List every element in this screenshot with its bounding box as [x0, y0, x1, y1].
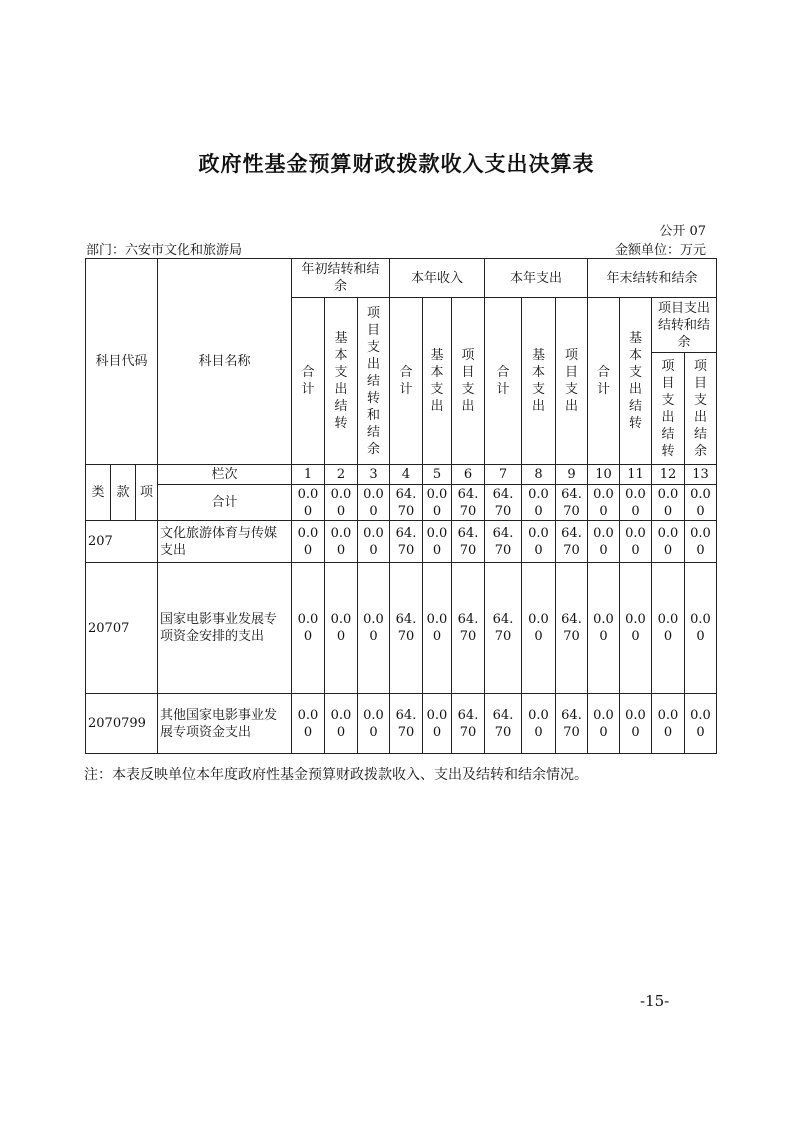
value-text: 64.70 — [457, 486, 479, 519]
value-text: 64.70 — [561, 707, 582, 740]
value-cell — [685, 485, 717, 521]
row-name — [158, 563, 292, 694]
value-cell — [390, 521, 423, 563]
value-cell — [556, 485, 588, 521]
value-cell — [390, 485, 423, 521]
header-end-project-group — [652, 298, 717, 353]
value-text: 64.70 — [395, 486, 417, 519]
value-cell — [522, 694, 556, 754]
header-expense-basic — [522, 298, 556, 465]
header-begin-basic-text: 基本支出结转 — [334, 331, 348, 431]
header-begin-basic — [325, 298, 358, 465]
fund-budget-table — [85, 258, 717, 754]
row-name: 合计 — [158, 485, 292, 521]
value-text: 0.00 — [528, 707, 549, 740]
header-end-total — [588, 298, 620, 465]
value-text: 0.00 — [690, 612, 711, 644]
value-text: 0.00 — [330, 525, 352, 558]
table-note: 注：本表反映单位本年度政府性基金预算财政拨款收入、支出及结转和结余情况。 — [84, 767, 588, 783]
value-cell — [292, 485, 325, 521]
header-code: 科目代码 — [86, 259, 158, 465]
value-cell — [522, 563, 556, 694]
value-cell — [485, 521, 522, 563]
value-text: 0.00 — [363, 707, 384, 740]
header-income-total — [390, 298, 423, 465]
value-cell — [358, 563, 390, 694]
value-cell — [423, 694, 452, 754]
value-text: 64.70 — [395, 707, 417, 740]
value-text: 0.00 — [330, 486, 352, 519]
value-text: 0.00 — [297, 486, 319, 519]
value-text: 0.00 — [297, 707, 319, 740]
value-text: 64.70 — [457, 525, 479, 558]
value-text: 0.00 — [593, 486, 614, 519]
value-text: 64.70 — [457, 612, 479, 644]
header-expense-project-text: 项目支出 — [564, 348, 578, 414]
header-lanci: 栏次 — [158, 465, 292, 485]
value-cell — [620, 485, 652, 521]
header-begin-total-text: 合计 — [301, 365, 315, 397]
value-cell — [292, 521, 325, 563]
value-cell — [522, 485, 556, 521]
value-cell — [358, 694, 390, 754]
page-title: 政府性基金预算财政拨款收入支出决算表 — [198, 152, 595, 176]
header-end-basic — [620, 298, 652, 465]
value-text: 0.00 — [528, 486, 549, 519]
value-text: 0.00 — [297, 612, 319, 644]
header-income-project-text: 项目支出 — [461, 348, 475, 414]
row-name-text: 国家电影事业发展专项资金安排的支出 — [160, 612, 278, 644]
value-text: 0.00 — [657, 525, 679, 558]
header-group-expense: 本年支出 — [485, 259, 588, 298]
header-expense-project — [556, 298, 588, 465]
header-begin-project-text: 项目支出结转和结余 — [366, 305, 380, 457]
value-text: 0.00 — [690, 707, 711, 740]
header-expense-total — [485, 298, 522, 465]
value-text: 0.00 — [426, 525, 448, 558]
value-text: 64.70 — [492, 707, 514, 740]
value-text: 0.00 — [426, 612, 448, 644]
value-cell — [652, 521, 685, 563]
header-end-project-balance — [685, 353, 717, 465]
value-text: 0.00 — [690, 525, 711, 558]
col-number: 2 — [325, 465, 358, 485]
value-text: 0.00 — [625, 525, 646, 558]
header-group-end: 年末结转和结余 — [588, 259, 717, 298]
value-text: 0.00 — [330, 612, 352, 644]
value-text: 64.70 — [395, 612, 417, 644]
value-cell — [652, 485, 685, 521]
value-cell — [652, 563, 685, 694]
value-text: 64.70 — [561, 525, 582, 558]
value-text: 0.00 — [593, 612, 614, 644]
value-cell — [292, 563, 325, 694]
row-name-text: 其他国家电影事业发展专项资金支出 — [160, 707, 278, 740]
col-number: 10 — [588, 465, 620, 485]
value-cell — [588, 694, 620, 754]
row-name — [158, 521, 292, 563]
col-number: 6 — [452, 465, 485, 485]
table-row — [86, 694, 717, 754]
value-cell — [390, 694, 423, 754]
table-row — [86, 563, 717, 694]
col-number: 12 — [652, 465, 685, 485]
page-number: -15- — [640, 992, 670, 1010]
row-code: 2070799 — [86, 694, 158, 754]
value-cell — [325, 563, 358, 694]
col-number: 4 — [390, 465, 423, 485]
value-text: 0.00 — [657, 486, 679, 519]
value-text: 0.00 — [625, 707, 646, 740]
value-cell — [292, 694, 325, 754]
col-number: 9 — [556, 465, 588, 485]
row-name — [158, 694, 292, 754]
row-name-text: 文化旅游体育与传媒支出 — [160, 525, 278, 558]
value-text: 0.00 — [625, 486, 646, 519]
value-cell — [652, 694, 685, 754]
table-row — [86, 521, 717, 563]
value-cell — [423, 521, 452, 563]
header-name: 科目名称 — [158, 259, 292, 465]
row-code: 20707 — [86, 563, 158, 694]
value-cell — [556, 563, 588, 694]
header-income-project — [452, 298, 485, 465]
amount-unit-label: 金额单位：万元 — [614, 243, 706, 258]
value-text: 64.70 — [561, 612, 582, 644]
value-cell — [358, 485, 390, 521]
value-text: 0.00 — [593, 525, 614, 558]
header-xiang: 项 — [136, 465, 158, 521]
value-text: 0.00 — [426, 707, 448, 740]
header-end-total-text: 合计 — [596, 365, 610, 397]
header-kuan: 款 — [111, 465, 136, 521]
col-number: 8 — [522, 465, 556, 485]
col-number: 7 — [485, 465, 522, 485]
value-text: 0.00 — [363, 612, 384, 644]
col-number: 11 — [620, 465, 652, 485]
header-income-basic-text: 基本支出 — [430, 348, 444, 414]
header-begin-project — [358, 298, 390, 465]
value-cell — [452, 563, 485, 694]
row-code: 207 — [86, 521, 158, 563]
value-cell — [588, 563, 620, 694]
value-cell — [485, 485, 522, 521]
header-expense-basic-text: 基本支出 — [531, 348, 545, 414]
value-text: 64.70 — [492, 525, 514, 558]
value-cell — [556, 694, 588, 754]
col-number: 13 — [685, 465, 717, 485]
value-text: 0.00 — [297, 525, 319, 558]
header-group-begin — [292, 259, 390, 298]
value-cell — [620, 694, 652, 754]
value-cell — [452, 485, 485, 521]
value-cell — [522, 521, 556, 563]
header-end-project-carry — [652, 353, 685, 465]
col-number: 5 — [423, 465, 452, 485]
value-text: 0.00 — [528, 525, 549, 558]
value-cell — [390, 563, 423, 694]
value-cell — [588, 521, 620, 563]
value-cell — [685, 694, 717, 754]
value-cell — [588, 485, 620, 521]
col-number: 3 — [358, 465, 390, 485]
value-cell — [452, 694, 485, 754]
value-cell — [685, 563, 717, 694]
header-income-total-text: 合计 — [399, 365, 413, 397]
value-text: 0.00 — [330, 707, 352, 740]
value-cell — [423, 485, 452, 521]
header-end-project-balance-text: 项目支出结余 — [693, 358, 707, 459]
value-text: 0.00 — [426, 486, 448, 519]
header-end-project-carry-text: 项目支出结转 — [661, 358, 675, 459]
value-cell — [358, 521, 390, 563]
value-text: 0.00 — [657, 612, 679, 644]
value-text: 64.70 — [395, 525, 417, 558]
value-text: 0.00 — [528, 612, 549, 644]
header-begin-total — [292, 298, 325, 465]
header-expense-total-text: 合计 — [496, 365, 510, 397]
department-label: 部门：六安市文化和旅游局 — [86, 243, 243, 258]
value-text: 0.00 — [363, 486, 384, 519]
value-cell — [620, 563, 652, 694]
table-row — [86, 485, 717, 521]
value-cell — [485, 694, 522, 754]
value-cell — [423, 563, 452, 694]
value-text: 0.00 — [593, 707, 614, 740]
header-end-basic-text: 基本支出结转 — [628, 331, 642, 431]
value-text: 0.00 — [690, 486, 711, 519]
value-text: 64.70 — [492, 612, 514, 644]
value-cell — [485, 563, 522, 694]
value-text: 0.00 — [657, 707, 679, 740]
value-cell — [620, 521, 652, 563]
header-group-income: 本年收入 — [390, 259, 485, 298]
value-text: 64.70 — [457, 707, 479, 740]
value-cell — [685, 521, 717, 563]
col-number: 1 — [292, 465, 325, 485]
value-cell — [325, 694, 358, 754]
header-lei: 类 — [86, 465, 111, 521]
value-cell — [325, 521, 358, 563]
header-end-project-group-text: 项目支出结转和结余 — [657, 300, 710, 350]
form-code: 公开 07 — [659, 224, 706, 239]
value-text: 64.70 — [492, 486, 514, 519]
value-text: 0.00 — [363, 525, 384, 558]
value-cell — [556, 521, 588, 563]
value-cell — [325, 485, 358, 521]
value-text: 0.00 — [625, 612, 646, 644]
header-group-begin-text: 年初结转和结余 — [301, 262, 380, 294]
header-income-basic — [423, 298, 452, 465]
value-cell — [452, 521, 485, 563]
value-text: 64.70 — [561, 486, 582, 519]
